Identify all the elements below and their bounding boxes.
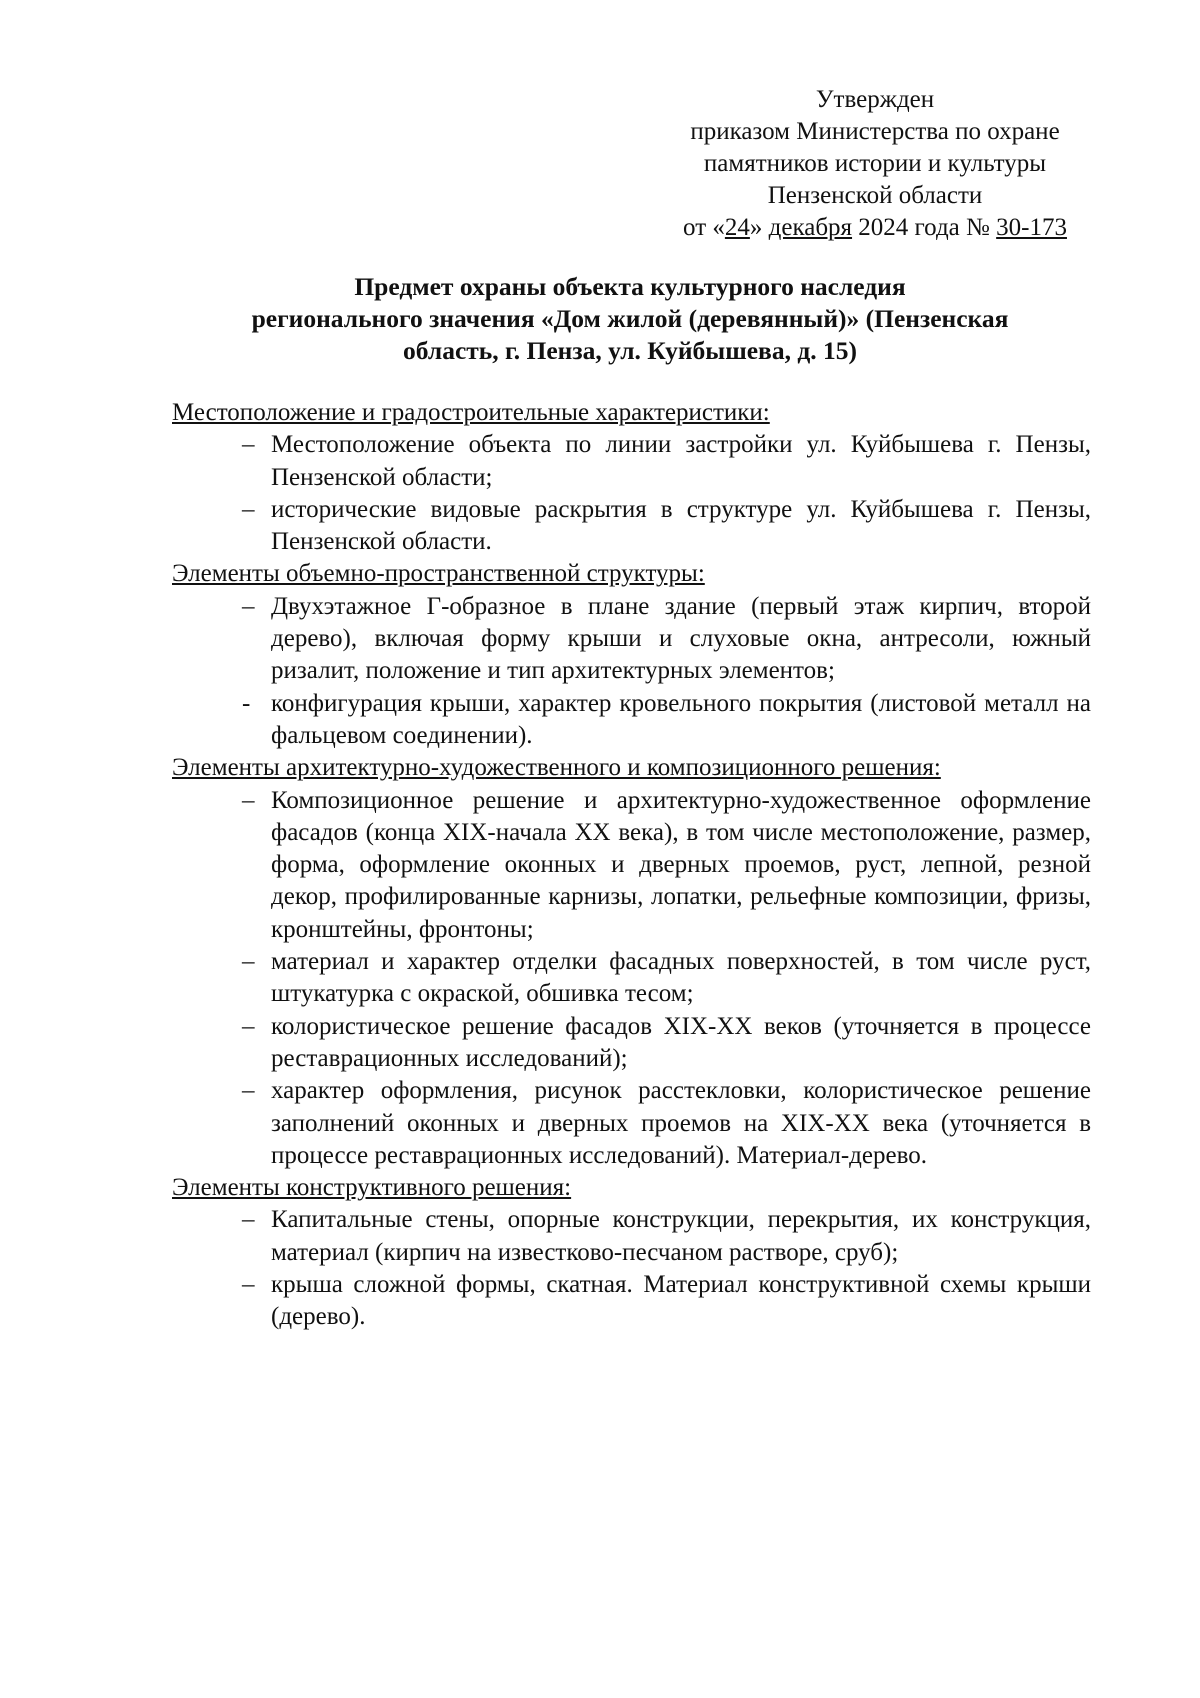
approval-block bbox=[660, 84, 1090, 244]
approval-line: Утвержден bbox=[815, 86, 935, 113]
approval-date-line bbox=[660, 212, 1090, 244]
list-item-text: Капитальные стены, опорные конструкции, перекрытия, их конструкция, материал (кирпич на известково-песчаном растворе, сруб); bbox=[271, 1206, 1091, 1266]
list-item-text: материал и характер отделки фасадных поверхностей, в том числе руст, штукатурка с окраской, обшивка тесом; bbox=[271, 948, 1091, 1008]
date-prefix: от « bbox=[683, 214, 725, 241]
list-item-text: характер оформления, рисунок расстекловки, колористическое решение заполнений оконных и дверных проемов на XIX-XX века (уточняется в процессе реставрационных исследований). Материал-дерево. bbox=[271, 1077, 1091, 1169]
list-item bbox=[172, 688, 1091, 753]
list-item bbox=[172, 946, 1091, 1011]
dash-bullet: – bbox=[242, 592, 255, 620]
dash-bullet: – bbox=[242, 431, 255, 459]
list-item-text: Двухэтажное Г-образное в плане здание (первый этаж кирпич, второй дерево), включая форму крыши и слуховые окна, антресоли, южный ризалит, положение и тип архитектурных элементов; bbox=[271, 592, 1091, 685]
dash-bullet: – bbox=[242, 1206, 255, 1234]
list-item bbox=[172, 1269, 1091, 1334]
approval-line: приказом Министерства по охране bbox=[690, 118, 1060, 145]
list-item bbox=[172, 429, 1091, 494]
list-item bbox=[172, 1204, 1091, 1269]
approval-line: памятников истории и культуры bbox=[703, 150, 1047, 177]
section-heading: Элементы архитектурно-художественного и композиционного решения: bbox=[172, 754, 941, 782]
list-item-text: конфигурация крыши, характер кровельного покрытия (листовой металл на фальцевом соединении). bbox=[271, 689, 1091, 749]
title-line: Предмет охраны объекта культурного наследия bbox=[354, 272, 906, 301]
section-architecture bbox=[172, 752, 1091, 1172]
section-heading: Элементы объемно-пространственной структуры: bbox=[172, 560, 705, 588]
list-item bbox=[172, 591, 1091, 688]
section-construction bbox=[172, 1172, 1091, 1333]
list-item-text: колористическое решение фасадов XIX-XX веков (уточняется в процессе реставрационных исследований); bbox=[271, 1012, 1091, 1072]
list-item bbox=[172, 785, 1091, 946]
dash-bullet: - bbox=[242, 689, 251, 717]
dash-bullet: – bbox=[242, 495, 255, 523]
dash-bullet: – bbox=[242, 1271, 255, 1299]
list-item-text: исторические видовые раскрытия в структуре ул. Куйбышева г. Пензы, Пензенской области. bbox=[271, 495, 1091, 556]
date-month: декабря bbox=[768, 214, 853, 241]
title-line: регионального значения «Дом жилой (деревянный)» (Пензенская bbox=[251, 304, 1009, 333]
list-item bbox=[172, 1075, 1091, 1172]
list-item-text: Местоположение объекта по линии застройки ул. Куйбышева г. Пензы, Пензенской области; bbox=[271, 431, 1091, 491]
document-title bbox=[170, 271, 1090, 367]
date-day: 24 bbox=[724, 214, 750, 241]
date-suffix: 2024 года № bbox=[852, 214, 997, 241]
title-line: область, г. Пенза, ул. Куйбышева, д. 15) bbox=[403, 336, 857, 365]
list-item-text: Композиционное решение и архитектурно-художественное оформление фасадов (конца XIX-начала XX века), в том числе местоположение, размер, форма, оформление оконных и дверных проемов, руст, лепной, резной декор, профилированные карнизы, лопатки, рельефные композиции, фризы, кронштейны, фронтоны; bbox=[271, 786, 1091, 943]
list-item bbox=[172, 494, 1091, 559]
approval-line: Пензенской области bbox=[767, 182, 983, 209]
section-volume-structure bbox=[172, 558, 1091, 752]
dash-bullet: – bbox=[242, 1012, 255, 1040]
list-item-text: крыша сложной формы, скатная. Материал конструктивной схемы крыши (дерево). bbox=[271, 1271, 1091, 1331]
dash-bullet: – bbox=[242, 948, 255, 976]
dash-bullet: – bbox=[242, 1077, 255, 1105]
order-number: 30-173 bbox=[996, 214, 1067, 241]
list-item bbox=[172, 1011, 1091, 1076]
sections-list bbox=[172, 397, 1091, 1334]
date-mid: » bbox=[749, 214, 769, 241]
section-location bbox=[172, 397, 1091, 558]
section-heading: Элементы конструктивного решения: bbox=[172, 1174, 572, 1202]
dash-bullet: – bbox=[242, 786, 255, 814]
section-heading: Местоположение и градостроительные характеристики: bbox=[172, 399, 770, 426]
